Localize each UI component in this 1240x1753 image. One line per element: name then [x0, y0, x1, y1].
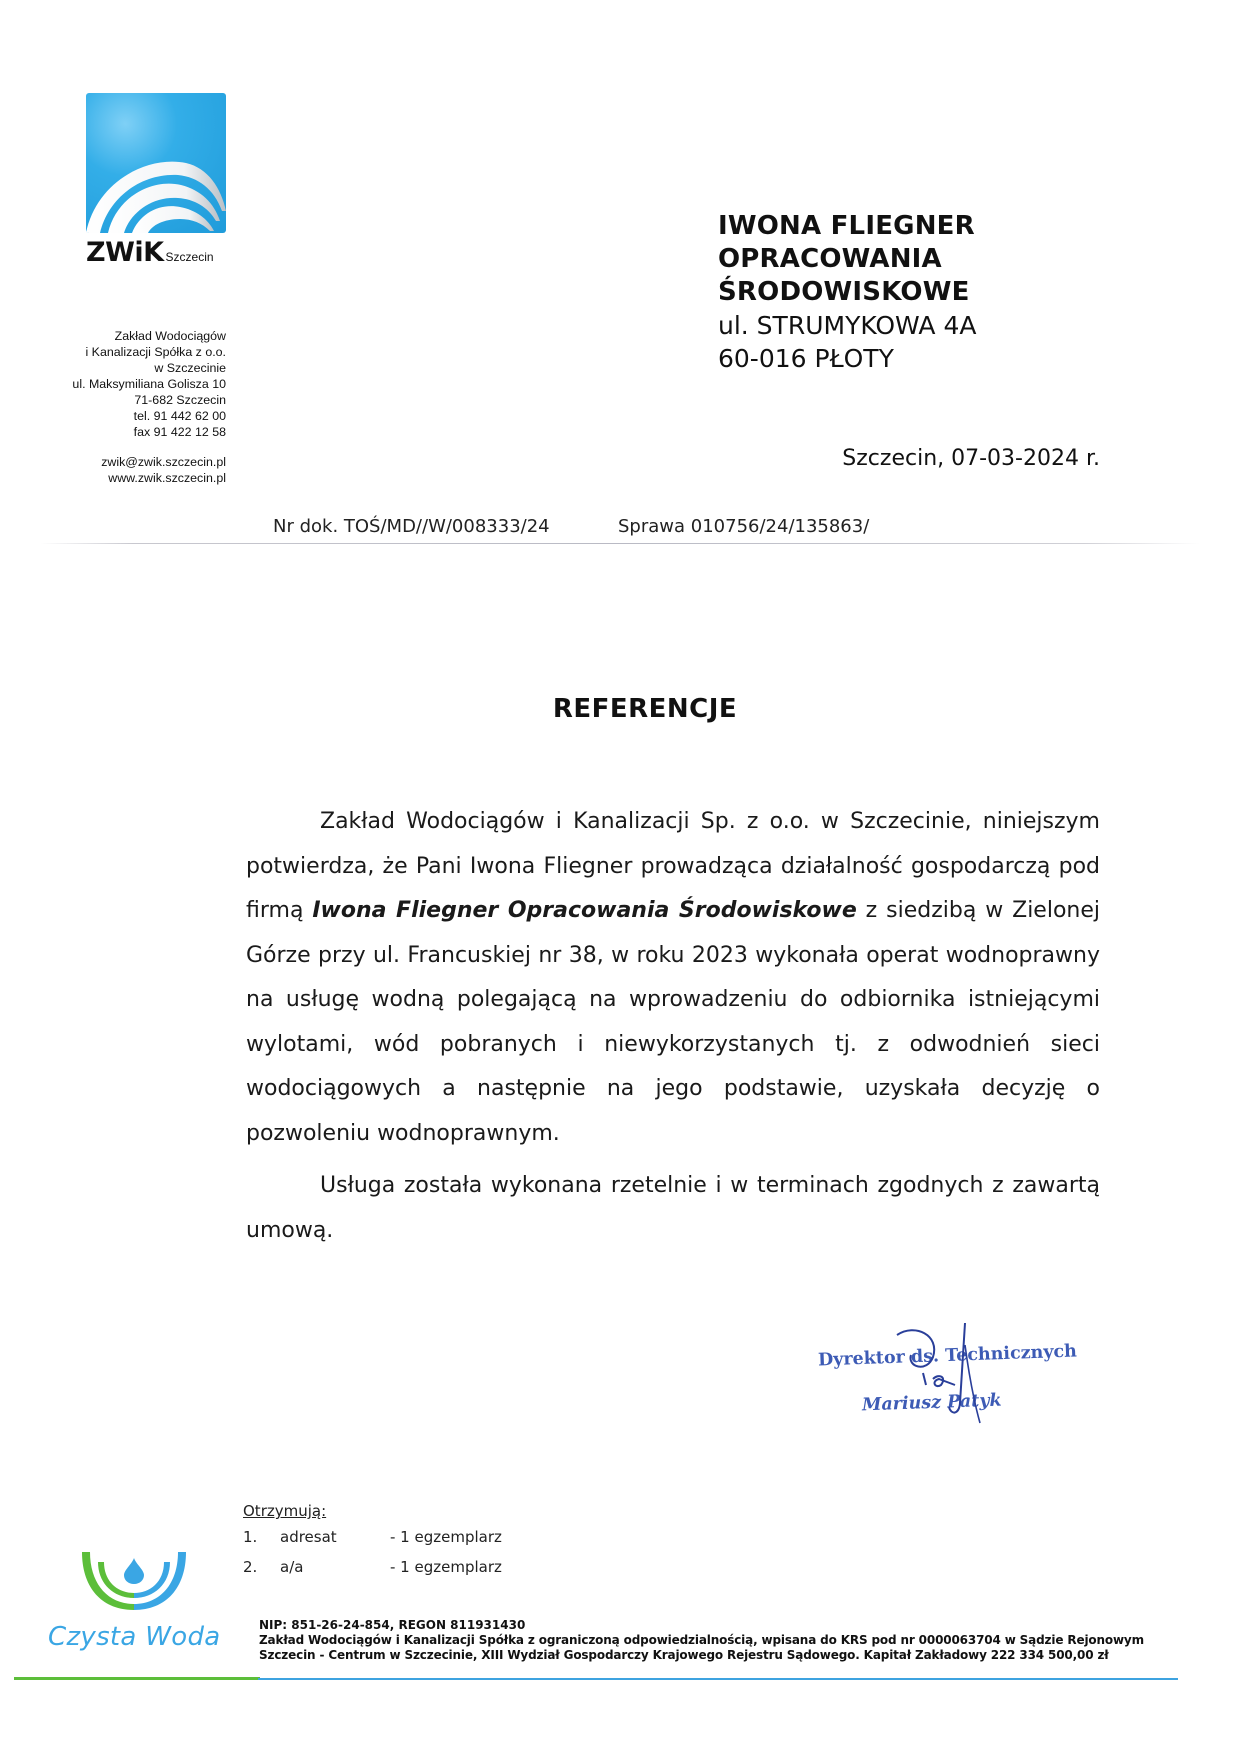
recipient-street: ul. STRUMYKOWA 4A [718, 311, 977, 340]
sender-email: zwik@zwik.szczecin.pl [101, 455, 226, 469]
water-drop-arcs-icon [40, 1548, 230, 1620]
nip-regon: NIP: 851-26-24-854, REGON 811931430 [259, 1618, 526, 1632]
recipient-address [718, 210, 976, 375]
distribution-item: 2. a/a - 1 egzemplarz [243, 1558, 502, 1576]
distribution-item: 1. adresat - 1 egzemplarz [243, 1528, 502, 1546]
czysta-woda-wordmark: Czysta Woda [48, 1622, 221, 1652]
signature-stamp [815, 1315, 1078, 1425]
footer-blue-rule [258, 1678, 1178, 1680]
signatory-role: Dyrektor ds. Technicznych [817, 1341, 1078, 1371]
handwritten-signature-icon [815, 1315, 1065, 1425]
sender-address-block [40, 328, 226, 486]
signatory-name: Mariusz Patyk [861, 1390, 1002, 1416]
sender-fax: fax 91 422 12 58 [133, 425, 226, 439]
fold-line-divider [40, 543, 1200, 544]
zwik-arches-logo-icon [86, 93, 226, 233]
document-number: Nr dok. TOŚ/MD//W/008333/24 [273, 516, 550, 537]
body-paragraph: Usługa została wykonana rzetelnie i w terminach zgodnych z zawartą umową. [246, 1173, 1100, 1243]
zwik-wordmark: ZWiK [86, 237, 164, 268]
sender-website: www.zwik.szczecin.pl [108, 471, 226, 485]
case-number: Sprawa 010756/24/135863/ [618, 516, 870, 537]
zwik-city: Szczecin [165, 250, 214, 264]
recipient-company-line: ŚRODOWISKOWE [718, 277, 970, 307]
footer-legal-info [259, 1618, 1144, 1663]
document-title: REFERENCJE [552, 694, 738, 724]
sender-line: i Kanalizacji Spółka z o.o. [85, 345, 226, 359]
zwik-logo [86, 93, 226, 268]
sender-line: ul. Maksymiliana Golisza 10 [72, 377, 226, 391]
place-and-date: Szczecin, 07-03-2024 r. [842, 446, 1100, 471]
recipient-postal-city: 60-016 PŁOTY [718, 344, 894, 373]
recipient-company-line: OPRACOWANIA [718, 244, 942, 274]
footer-capital-line: Szczecin - Centrum w Szczecinie, XIII Wydział Gospodarczy Krajowego Rejestru Sądowego. Kapitał Zakładowy 222 334 500,00 zł [259, 1648, 1109, 1662]
letter-body [246, 800, 1100, 1253]
firm-name: Iwona Fliegner Opracowania Środowiskowe [312, 898, 857, 923]
distribution-list [243, 1502, 502, 1588]
sender-line: Zakład Wodociągów [114, 329, 226, 343]
sender-line: 71-682 Szczecin [134, 393, 226, 407]
footer-krs-line: Zakład Wodociągów i Kanalizacji Spółka z ograniczoną odpowiedzialnością, wpisana do KRS pod nr 0000063704 w Sądzie Rejonowym [259, 1633, 1144, 1647]
reference-numbers [273, 516, 870, 537]
body-paragraph: Zakład Wodociągów i Kanalizacji Sp. z o.o. w Szczecinie, niniejszym potwierdza, że Pani Iwona Fliegner prowadząca działalność gospodarczą pod firmą Iwona Fliegner Opracowania Środowiskowe z siedzibą w Zielonej Górze przy ul. Francuskiej nr 38, w roku 2023 wykonała operat wodnoprawny na usługę wodną polegającą na wprowadzeniu do odbiornika istniejącymi wylotami, wód pobranych i niewykorzystanych tj. z odwodnień sieci wodociągowych a następnie na jego podstawie, uzyskała decyzję o pozwoleniu wodnoprawnym. [246, 809, 1100, 1146]
distribution-heading: Otrzymują: [243, 1502, 327, 1520]
sender-line: w Szczecinie [154, 361, 226, 375]
czysta-woda-logo [40, 1548, 230, 1658]
recipient-name: IWONA FLIEGNER [718, 211, 975, 241]
sender-phone: tel. 91 442 62 00 [133, 409, 226, 423]
footer-green-rule [14, 1677, 260, 1680]
